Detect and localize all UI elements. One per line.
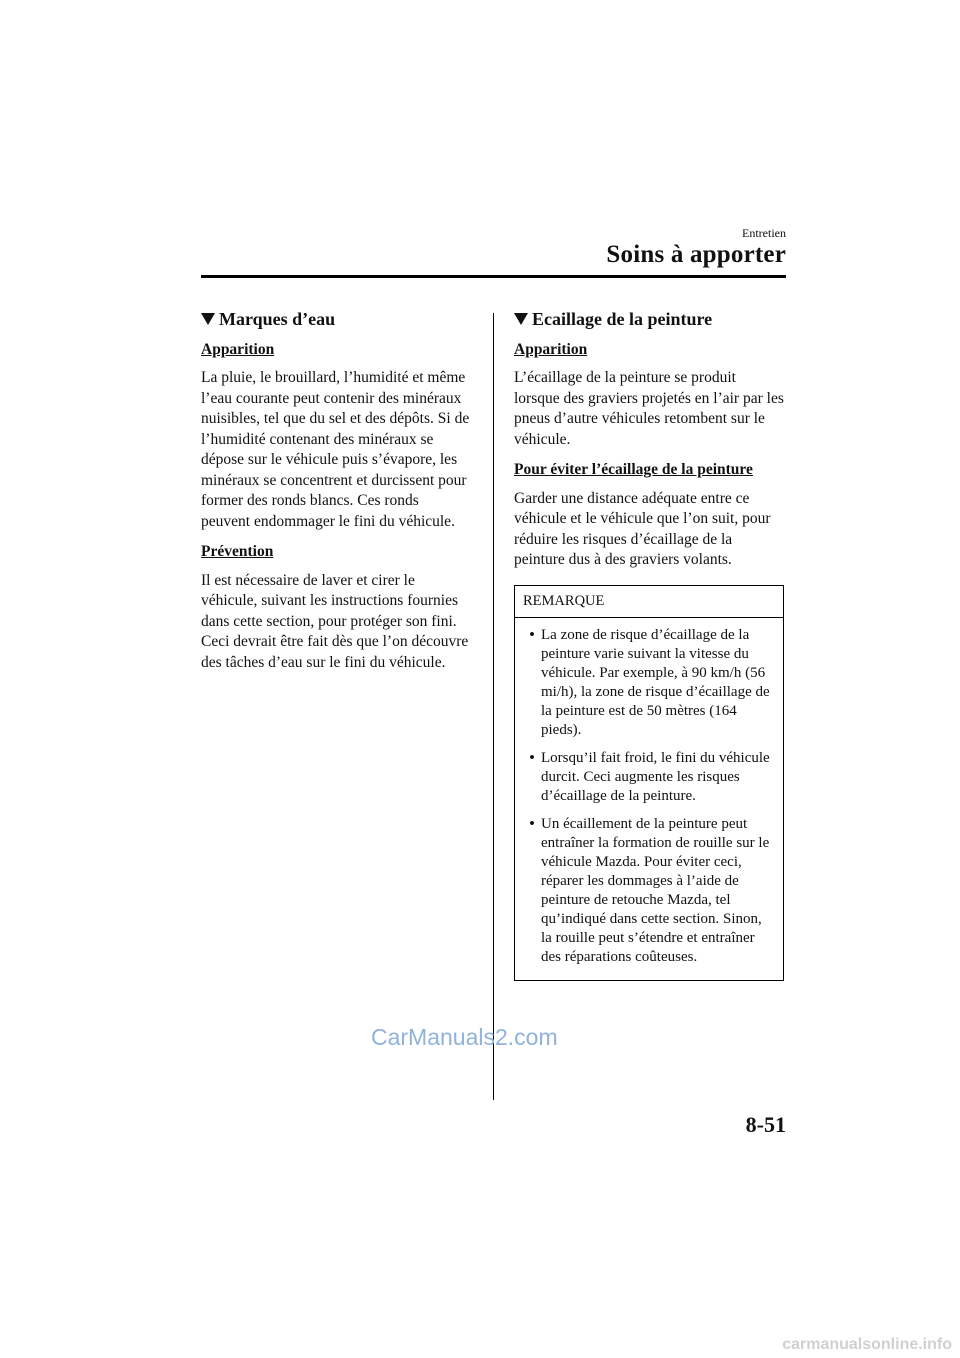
watermark-logo: CarManuals2.com [371,1024,558,1050]
paragraph: Il est nécessaire de laver et cirer le véhicule, suivant les instructions fournies dans cette section, pour protéger son fini. Ceci devrait être fait dès que l’on découvre des tâches d’eau sur le fini du véhicule. [201,571,469,671]
section-heading-paint-chipping [514,309,784,330]
note-item-text: La zone de risque d’écaillage de la peinture varie suivant la vitesse du véhicule. Par exemple, à 90 km/h (56 mi/h), la zone de risque d’écaillage de la peinture est de 50 mètres (164 pieds). [541,627,770,738]
subheading-avoid-chipping: Pour éviter l’écaillage de la peinture [514,461,753,478]
note-title: REMARQUE [515,586,783,619]
section-heading-text: Ecaillage de la peinture [532,309,713,329]
column-divider [493,313,494,1100]
subheading-apparition: Apparition [201,340,275,358]
subheading-prevention: Prévention [201,543,274,560]
subheading-apparition: Apparition [514,340,588,358]
note-item-text: Lorsqu’il fait froid, le fini du véhicule durcit. Ceci augmente les risques d’écaillage de la peinture. [541,750,770,804]
bullet-icon: • [529,627,535,643]
paragraph: La pluie, le brouillard, l’humidité et même l’eau courante peut contenir des minéraux nuisibles, tel que du sel et des dépôts. Si de l’humidité contenant des minéraux se dépose sur le véhicule puis s’évapore, les minéraux se concentrent et durcissent pour former des ronds blancs. Ces ronds peuvent endommager le fini du véhicule. [201,369,470,530]
right-column [514,309,784,981]
footer-watermark: carmanualsonline.info [782,1336,952,1353]
section-heading-text: Marques d’eau [219,309,336,329]
page-title: Soins à apporter [606,241,786,268]
bullet-icon: • [529,816,535,832]
paragraph: Garder une distance adéquate entre ce véhicule et le véhicule que l’on suit, pour réduire les risques d’écaillage de la peinture dus à des graviers volants. [514,489,771,568]
list-item [523,749,775,806]
section-heading-water-marks [201,309,471,330]
list-item [523,815,775,967]
note-box [514,585,784,982]
triangle-down-icon [201,313,215,325]
note-list [515,618,783,980]
note-item-text: Un écaillement de la peinture peut entraîner la formation de rouille sur le véhicule Mazda. Pour éviter ceci, réparer les dommages à l’aide de peinture de retouche Mazda, tel qu’indiqué dans cette section. Sinon, la rouille peut s’étendre et entraîner des réparations coûteuses. [541,816,770,965]
list-item [523,626,775,740]
page-number: 8-51 [745,1112,786,1137]
bullet-icon: • [529,750,535,766]
chapter-label: Entretien [742,226,786,240]
left-column [201,309,471,683]
paragraph: L’écaillage de la peinture se produit lorsque des graviers projetés en l’air par les pneus d’autre véhicules retombent sur le véhicule. [514,369,784,448]
header-rule [201,275,786,278]
triangle-down-icon [514,313,528,325]
